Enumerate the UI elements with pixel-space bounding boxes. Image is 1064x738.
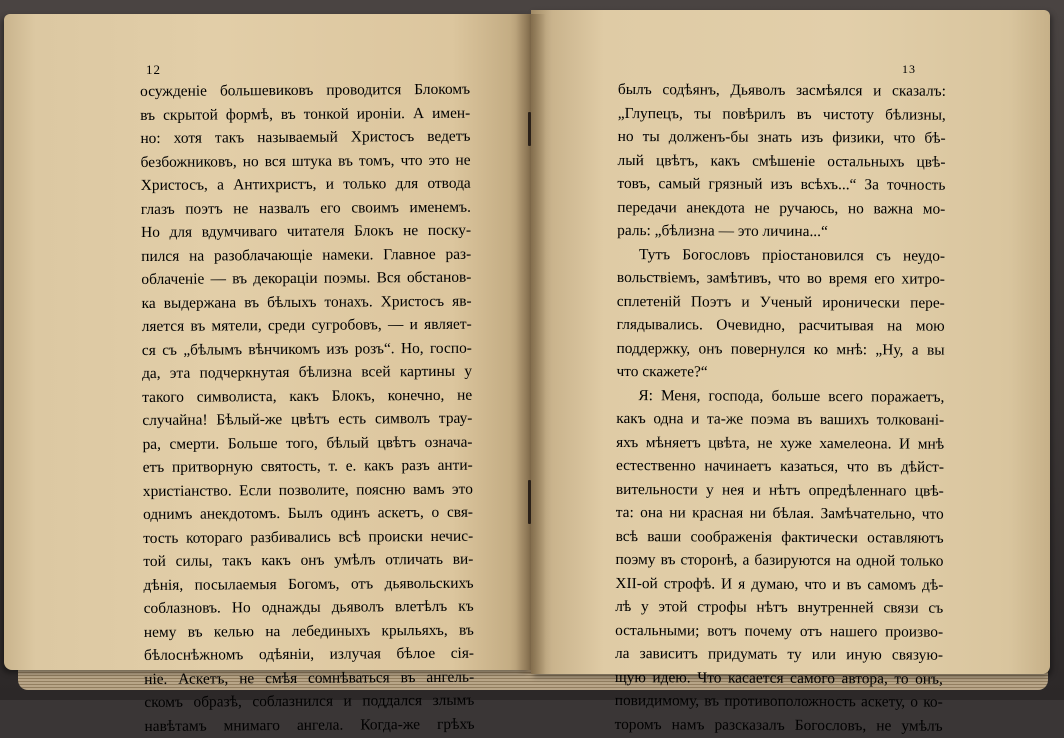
text-line: однимъ анекдотомъ. Былъ одинъ аскетъ, о свя-: [142, 503, 474, 523]
text-line: та: она ни красная ни бѣлая. Замѣчательно, что: [615, 503, 944, 523]
text-line: Христосъ, а Антихристъ, и только для отвода: [140, 174, 471, 194]
text-line: раль: „бѣлизна — это личина...“: [617, 221, 828, 241]
text-line: тость котораго разбивались всѣ происки нечис-: [143, 527, 474, 547]
text-line: скомъ образѣ, соблазнился и поддался злымъ: [144, 691, 475, 711]
page-number-left: 12: [146, 62, 161, 77]
page-number-right: 13: [902, 62, 916, 76]
text-line: товъ, самый грязный изъ всѣхъ...“ За точность: [617, 174, 946, 194]
binding-stitch: [528, 112, 531, 146]
text-line: но ты долженъ-бы знать изъ физики, что бѣ-: [617, 127, 946, 147]
text-line: поэму въ сторонѣ, а базируются на одной только: [615, 550, 944, 570]
text-line: соблазновъ. Но однажды дьяволъ влетѣлъ къ: [143, 597, 474, 617]
text-line: пился на разоблачающіе намеки. Главное раз-: [141, 245, 472, 265]
text-line: ся съ „бѣлымъ вѣнчикомъ изъ розъ“. Но, госпо-: [141, 339, 472, 359]
text-line: но: хотя такъ называемый Христосъ ведетъ: [140, 127, 471, 147]
binding-stitch: [528, 480, 531, 524]
text-line: повидимому, въ противоположность аскету, о ко-: [614, 691, 943, 711]
text-line: естественно начинаетъ казаться, что въ дѣйст-: [615, 456, 945, 476]
text-line: ра, смерти. Больше того, бѣлый цвѣтъ означа-: [142, 433, 473, 453]
right-page-text: [615, 78, 946, 738]
text-line: случайна! Бѣлый-же цвѣтъ есть символъ трау-: [142, 409, 473, 429]
text-line: облаченіе — въ декораціи поэмы. Вся обстанов-: [141, 268, 472, 288]
text-line: въ скрытой формѣ, въ тонкой ироніи. А имен-: [140, 104, 471, 124]
text-line: XII-ой строфѣ. И я думаю, что и въ самомъ дѣ-: [615, 574, 944, 594]
text-line: сплетеній Поэтъ и Ученый иронически пере-: [616, 292, 945, 312]
text-line: „Глупецъ, ты повѣрилъ въ чистоту бѣлизны,: [617, 104, 946, 124]
text-line: яхъ мѣняетъ цвѣта, не хуже хамелеона. И мнѣ: [616, 433, 945, 453]
text-line: вительности у нея и нѣтъ опредѣленнаго цвѣ-: [615, 480, 944, 500]
text-line: ляется въ мятели, среди сугробовъ, — и являет-: [141, 315, 472, 335]
left-page-text: [140, 78, 475, 738]
text-line: всѣ ваши соображенія фактически оставляютъ: [615, 527, 944, 547]
text-line: етъ притворную святость, т. е. какъ разъ анти-: [142, 456, 473, 476]
text-line: бѣлоснѣжномъ одѣяніи, излучая бѣлое сія-: [143, 644, 475, 664]
text-line: поддержку, онъ повернулся ко мнѣ: „Ну, а вы: [616, 339, 945, 359]
text-line: глазъ поэтъ не назвалъ его своимъ именемъ.: [140, 198, 471, 218]
text-line: глядывались. Очевидно, расчитывая на мою: [616, 315, 945, 335]
text-line: безбожниковъ, но вся штука въ томъ, что это не: [140, 151, 471, 171]
text-line: да, эта подчеркнутая бѣлизна всей картины у: [141, 362, 473, 382]
text-line: той силы, такъ какъ онъ умѣлъ отличать ви-: [143, 550, 474, 570]
text-line: торомъ намъ разсказалъ Богословъ, не умѣлъ: [614, 715, 943, 735]
text-line: лѣ у этой строфы нѣтъ внутренней связи съ: [615, 597, 944, 617]
text-line: Но для вдумчиваго читателя Блокъ не поску-: [141, 221, 472, 241]
text-line: ка выдержана въ бѣлыхъ тонахъ. Христосъ яв-: [141, 292, 472, 312]
text-line: нему въ келью на лебединыхъ крыльяхъ, въ: [143, 621, 474, 641]
text-line: такого символиста, какъ Блокъ, конечно, не: [142, 386, 473, 406]
text-line: передачи анекдота не ручаюсь, но важна мо-: [617, 198, 946, 218]
text-line: что скажете?“: [616, 362, 708, 381]
text-line: ніе. Аскетъ, не смѣя сомнѣваться въ ангель-: [144, 668, 475, 688]
text-line: навѣтамъ мнимаго ангела. Когда-же грѣхъ: [144, 715, 475, 735]
text-line: какъ одна и та-же поэма въ вашихъ толкованi-: [616, 409, 945, 429]
text-line: лый цвѣтъ, какъ смѣшеніе остальныхъ цвѣ-: [617, 151, 946, 171]
text-line: щую идею. Что касается самого автора, то онъ,: [614, 668, 943, 688]
text-line: ла зависитъ придумать ту или иную связую-: [614, 644, 944, 664]
text-line: христіанство. Если позволите, поясню вамъ это: [142, 480, 473, 500]
text-line: былъ содѣянъ, Дьяволъ засмѣялся и сказалъ:: [617, 80, 946, 100]
text-line: Я: Меня, господа, больше всего поражаетъ,: [638, 386, 945, 406]
text-line: остальными; вотъ почему отъ нашего произво-: [615, 621, 944, 641]
text-line: Тутъ Богословъ пріостановился съ неудо-: [639, 245, 946, 265]
text-line: вольствіемъ, замѣтивъ, что во время его хитро-: [616, 268, 945, 288]
text-line: осужденіе большевиковъ проводится Блокомъ: [140, 80, 471, 100]
text-line: дѣнія, посылаемыя Богомъ, отъ дьявольскихъ: [143, 574, 474, 594]
